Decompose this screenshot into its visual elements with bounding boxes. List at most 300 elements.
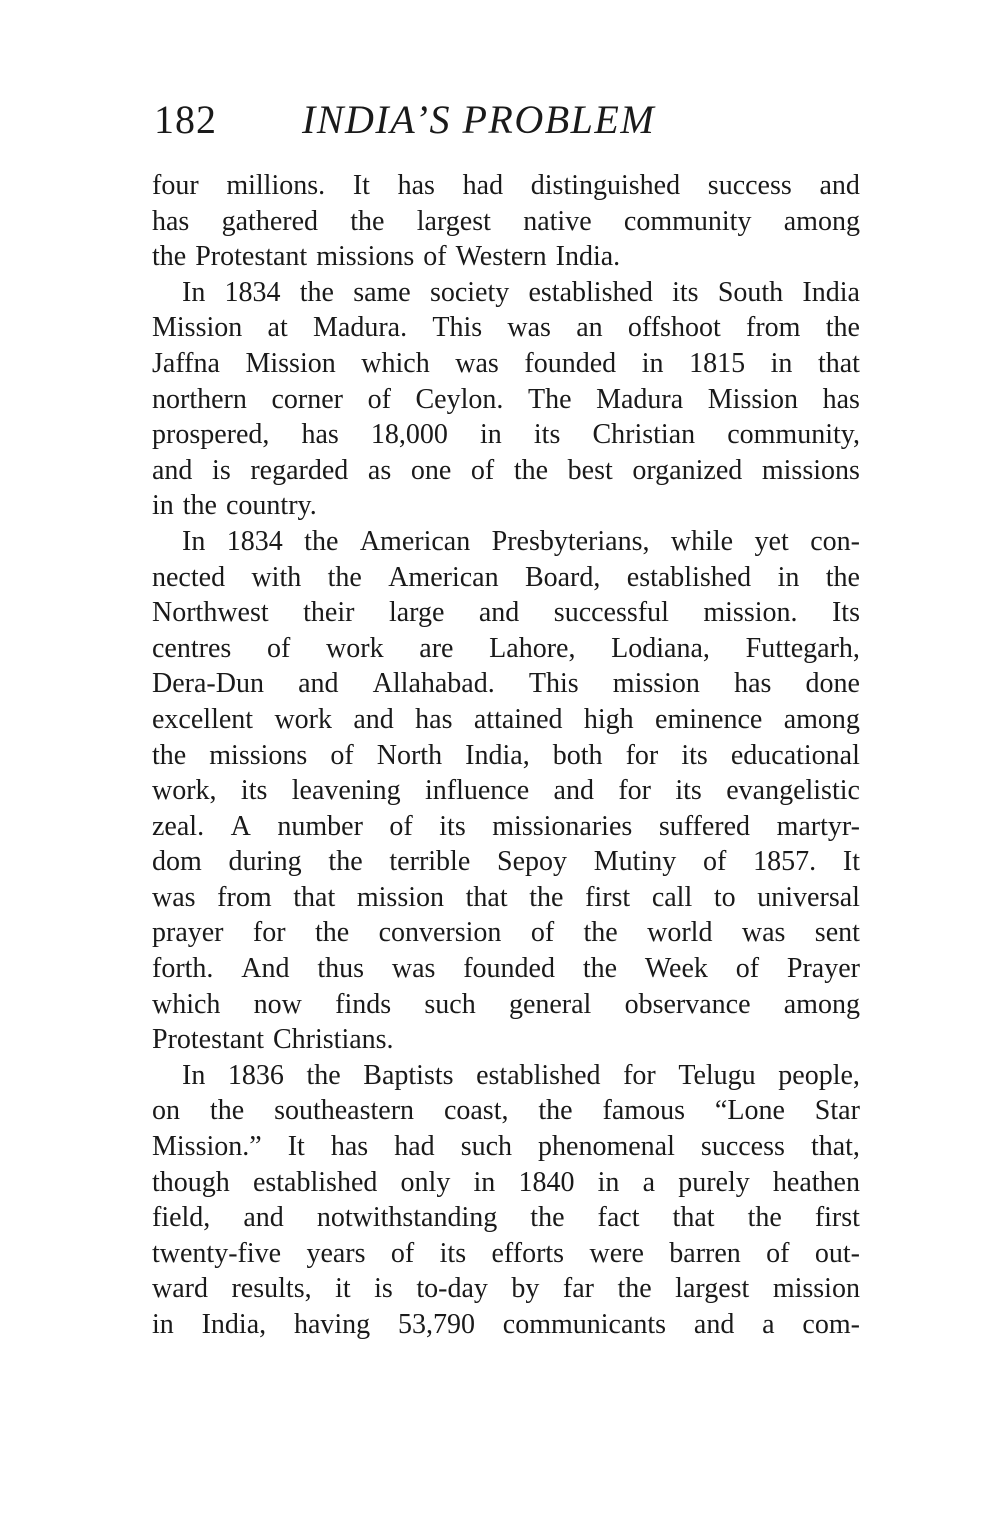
word: community [623, 205, 752, 237]
word: terrible [389, 846, 471, 878]
word: In [182, 525, 206, 557]
text-line [152, 1129, 860, 1165]
word: has [397, 170, 435, 201]
word: Board, [524, 561, 601, 593]
word: results, [231, 1273, 312, 1305]
word: in [597, 1166, 620, 1198]
word: has [301, 419, 339, 451]
word: the [152, 739, 187, 771]
word: the [209, 1095, 245, 1127]
word: success [700, 1131, 785, 1163]
word: its [240, 775, 268, 807]
word: the [617, 1273, 652, 1305]
word: success [707, 170, 792, 201]
word: had [462, 170, 504, 201]
word: nected [152, 561, 226, 593]
word: and [553, 775, 594, 807]
body-text [152, 168, 860, 1343]
text-line [152, 168, 860, 204]
word: evangelistic [726, 775, 860, 807]
word: in [480, 419, 502, 451]
word: was [455, 347, 499, 379]
text-line [152, 488, 860, 524]
word: prayer [152, 917, 224, 949]
word: to-day [416, 1273, 488, 1305]
word: ward [152, 1273, 208, 1305]
word: of [703, 846, 727, 878]
word: largest [416, 205, 491, 237]
word: were [589, 1237, 644, 1269]
word: observance [624, 988, 751, 1020]
word: which [152, 988, 221, 1020]
word: established [528, 276, 653, 308]
word: large [388, 597, 445, 629]
word: its [439, 1237, 467, 1269]
word: the [182, 490, 217, 522]
word: Protestant [152, 1024, 264, 1056]
word: largest [675, 1273, 750, 1305]
word: The [527, 383, 572, 415]
word: the [314, 917, 350, 949]
word: mission [356, 881, 444, 913]
word: Northwest [152, 597, 269, 629]
word: Its [831, 597, 860, 629]
word: North [376, 739, 443, 771]
word: four [152, 170, 199, 201]
text-line [152, 1236, 860, 1272]
word: missions [316, 241, 415, 273]
word: the [513, 454, 549, 486]
word: best [567, 454, 613, 486]
word: and [693, 1309, 735, 1340]
word: for [625, 739, 659, 771]
word: high [583, 703, 634, 735]
text-line [152, 1200, 860, 1236]
word: a [762, 1309, 775, 1340]
word: South [717, 276, 784, 308]
word: during [228, 846, 302, 878]
word: Allahabad. [372, 668, 495, 700]
word: in [152, 490, 174, 522]
word: American [359, 525, 471, 557]
word: number [277, 810, 363, 842]
text-line [152, 773, 860, 809]
word: mission [772, 1273, 860, 1305]
word: that [672, 1202, 715, 1234]
word: has [415, 703, 453, 735]
word: having [293, 1309, 371, 1340]
word: while [670, 525, 734, 557]
word: in [473, 1166, 496, 1198]
word: corner [271, 383, 343, 415]
word: mission. [703, 597, 798, 629]
word: It [287, 1131, 305, 1163]
word: southeastern [274, 1095, 415, 1127]
word: 1857. [753, 846, 817, 878]
word: phenomenal [538, 1131, 675, 1163]
word: from [746, 312, 801, 344]
text-line [152, 951, 860, 987]
word: work [274, 703, 332, 735]
word: gathered [221, 205, 318, 237]
word: was [507, 312, 551, 344]
word: that, [810, 1131, 860, 1163]
word: first [814, 1202, 860, 1234]
text-line [152, 738, 860, 774]
word: twenty-five [152, 1237, 282, 1269]
word: In [182, 1059, 206, 1091]
word: sent [814, 917, 860, 949]
word: distinguished [530, 170, 681, 201]
word: by [511, 1273, 540, 1305]
word: that [293, 881, 336, 913]
word: finds [335, 988, 392, 1020]
word: thus [317, 953, 365, 985]
word: and [152, 454, 193, 486]
word: founded [524, 347, 617, 379]
text-line [152, 382, 860, 418]
word: It [352, 170, 370, 201]
word: world [647, 917, 713, 949]
word: eminence [655, 703, 763, 735]
word: among [783, 205, 860, 237]
word: the [299, 276, 334, 308]
word: for [252, 917, 286, 949]
word: Mission [245, 347, 336, 379]
text-line [152, 631, 860, 667]
word: con- [810, 525, 860, 557]
word: Jaffna [152, 347, 220, 379]
word: centres [152, 632, 232, 664]
text-line [152, 204, 860, 240]
word: established [476, 1059, 601, 1091]
text-line [152, 1058, 860, 1094]
word: though [152, 1166, 230, 1198]
text-line [152, 453, 860, 489]
word: the [306, 1059, 341, 1091]
word: purely [678, 1166, 750, 1198]
word: same [353, 276, 411, 308]
word: and [298, 668, 339, 700]
word: as [367, 454, 392, 486]
word: Western [455, 241, 547, 273]
word: missions [209, 739, 308, 771]
paragraph [152, 168, 860, 275]
word: successful [553, 597, 669, 629]
text-line [152, 310, 860, 346]
text-line [152, 1022, 860, 1058]
word: has [734, 668, 772, 700]
word: educational [730, 739, 860, 771]
word: from [217, 881, 272, 913]
word: one [410, 454, 452, 486]
word: was [741, 917, 786, 949]
word: Dera-Dun [152, 668, 264, 700]
word: with [251, 561, 302, 593]
word: people, [778, 1059, 860, 1091]
word: regarded [250, 454, 349, 486]
word: influence [424, 775, 530, 807]
word: native [523, 205, 592, 237]
word: fact [597, 1202, 640, 1234]
word: organized [632, 454, 743, 486]
word: among [783, 703, 860, 735]
word: and [819, 170, 860, 201]
word: the [538, 1095, 573, 1127]
word: an [576, 312, 603, 344]
word: communicants [502, 1309, 667, 1340]
text-line [152, 1271, 860, 1307]
word: founded [463, 953, 555, 985]
word: the [327, 561, 362, 593]
word: 1834 [226, 525, 283, 557]
word: yet [754, 525, 789, 557]
word: notwithstanding [316, 1202, 498, 1234]
word: Mission [152, 312, 243, 344]
word: was [391, 953, 436, 985]
word: in [770, 347, 793, 379]
word: is [374, 1273, 393, 1305]
word: Protestant [195, 241, 308, 273]
word: of [766, 1237, 790, 1269]
word: Christian [592, 419, 696, 451]
word: Futtegarh, [745, 632, 860, 664]
word: out- [814, 1237, 860, 1269]
word: Mission.” [152, 1131, 262, 1163]
word: is [212, 454, 231, 486]
word: it [335, 1273, 351, 1305]
word: for [618, 775, 651, 807]
word: the [529, 881, 564, 913]
word: that [465, 881, 508, 913]
word: Christians. [273, 1024, 394, 1056]
word: to [713, 881, 736, 913]
word: its [681, 739, 708, 771]
text-line [152, 987, 860, 1023]
word: of [389, 810, 413, 842]
word: coast, [443, 1095, 509, 1127]
word: of [530, 917, 555, 949]
word: the [530, 1202, 565, 1234]
text-line [152, 1307, 860, 1343]
word: This [528, 668, 579, 700]
text-line [152, 524, 860, 560]
word: has [152, 205, 190, 237]
word: field, [152, 1202, 211, 1234]
word: excellent [152, 703, 254, 735]
text-line [152, 239, 860, 275]
word: its [439, 810, 466, 842]
word: leavening [291, 775, 401, 807]
word: martyr- [776, 810, 860, 842]
word: the [582, 953, 618, 985]
word: the [350, 205, 385, 237]
word: 1840 [518, 1166, 575, 1198]
text-line [152, 1093, 860, 1129]
word: of [267, 632, 291, 664]
word: conversion [378, 917, 502, 949]
word: call [651, 881, 693, 913]
word: of [390, 1237, 415, 1269]
text-line [152, 417, 860, 453]
word: Ceylon. [415, 383, 504, 415]
text-line [152, 666, 860, 702]
page-number: 182 [154, 97, 217, 142]
word: their [303, 597, 355, 629]
word: both [552, 739, 603, 771]
word: 18,000 [370, 419, 448, 451]
word: has [822, 383, 860, 415]
word: had [394, 1131, 435, 1163]
word: Mission [707, 383, 799, 415]
word: its [533, 419, 561, 451]
word: its [672, 276, 699, 308]
word: for [623, 1059, 656, 1091]
word: Madura. [313, 312, 408, 344]
word: prospered, [152, 419, 270, 451]
paragraph [152, 1058, 860, 1343]
word: and [478, 597, 520, 629]
word: on [152, 1095, 180, 1127]
word: famous [602, 1095, 685, 1127]
word: community, [727, 419, 860, 451]
word: India. [555, 241, 621, 273]
word: work [326, 632, 384, 664]
word: the [825, 561, 860, 593]
word: in [152, 1309, 174, 1340]
word: And [241, 953, 290, 985]
word: among [783, 988, 860, 1020]
word: society [429, 276, 510, 308]
word: first [585, 881, 631, 913]
word: the [152, 241, 187, 273]
word: com- [802, 1309, 860, 1340]
word: Presbyterians, [491, 525, 650, 557]
word: Star [814, 1095, 860, 1127]
word: in [777, 561, 800, 593]
word: established [252, 1166, 378, 1198]
word: and [243, 1202, 284, 1234]
word: Madura [596, 383, 684, 415]
word: Lahore, [489, 632, 576, 664]
word: general [508, 988, 592, 1020]
word: universal [757, 881, 860, 913]
text-line [152, 702, 860, 738]
text-line [152, 346, 860, 382]
word: 1834 [224, 276, 281, 308]
word: Prayer [786, 953, 860, 985]
word: are [419, 632, 454, 664]
running-head [150, 92, 870, 148]
word: India, [465, 739, 530, 771]
text-line [152, 844, 860, 880]
paragraph [152, 275, 860, 524]
text-line [152, 880, 860, 916]
word: country. [226, 490, 317, 522]
word: barren [669, 1237, 741, 1269]
word: Week [644, 953, 708, 985]
word: “Lone [714, 1095, 785, 1127]
word: only [400, 1166, 451, 1198]
word: at [267, 312, 288, 344]
word: A [230, 810, 251, 842]
word: that [817, 347, 860, 379]
word: now [253, 988, 302, 1020]
word: Mutiny [593, 846, 677, 878]
text-line [152, 275, 860, 311]
word: of [330, 739, 354, 771]
word: forth. [152, 953, 214, 985]
word: work, [152, 775, 217, 807]
word: northern [152, 383, 247, 415]
word: American [388, 561, 499, 593]
word: established [626, 561, 752, 593]
word: Baptists [363, 1059, 454, 1091]
word: In [182, 276, 206, 308]
word: attained [473, 703, 563, 735]
text-line [152, 809, 860, 845]
word: the [747, 1202, 782, 1234]
word: heathen [772, 1166, 860, 1198]
word: missions [761, 454, 860, 486]
text-line [152, 915, 860, 951]
word: the [304, 525, 339, 557]
word: years [306, 1237, 366, 1269]
word: such [460, 1131, 513, 1163]
word: zeal. [152, 810, 205, 842]
word: 1815 [689, 347, 746, 379]
word: far [562, 1273, 594, 1305]
word: such [424, 988, 476, 1020]
word: of [470, 454, 495, 486]
word: missionaries [492, 810, 633, 842]
word: 53,790 [397, 1309, 475, 1340]
word: the [825, 312, 860, 344]
word: This [432, 312, 483, 344]
word: 1836 [227, 1059, 284, 1091]
word: its [675, 775, 702, 807]
word: the [583, 917, 618, 949]
word: offshoot [627, 312, 721, 344]
word: of [735, 953, 760, 985]
word: efforts [491, 1237, 565, 1269]
word: mission [612, 668, 700, 700]
word: Telugu [678, 1059, 756, 1091]
word: of [367, 383, 391, 415]
word: the [328, 846, 363, 878]
word: done [805, 668, 860, 700]
word: suffered [658, 810, 751, 842]
paragraph [152, 524, 860, 1058]
word: of [423, 241, 447, 273]
word: in [641, 347, 664, 379]
text-line [152, 1165, 860, 1201]
word: a [642, 1166, 656, 1198]
word: It [842, 846, 860, 878]
word: has [330, 1131, 369, 1163]
word: dom [152, 846, 202, 878]
word: was [152, 881, 196, 913]
word: India, [201, 1309, 267, 1340]
word: Lodiana, [611, 632, 710, 664]
word: Sepoy [497, 846, 568, 878]
book-title: INDIA’S PROBLEM [302, 97, 656, 142]
word: and [353, 703, 394, 735]
text-line [152, 595, 860, 631]
word: millions. [226, 170, 326, 201]
text-line [152, 560, 860, 596]
word: India [802, 276, 860, 308]
